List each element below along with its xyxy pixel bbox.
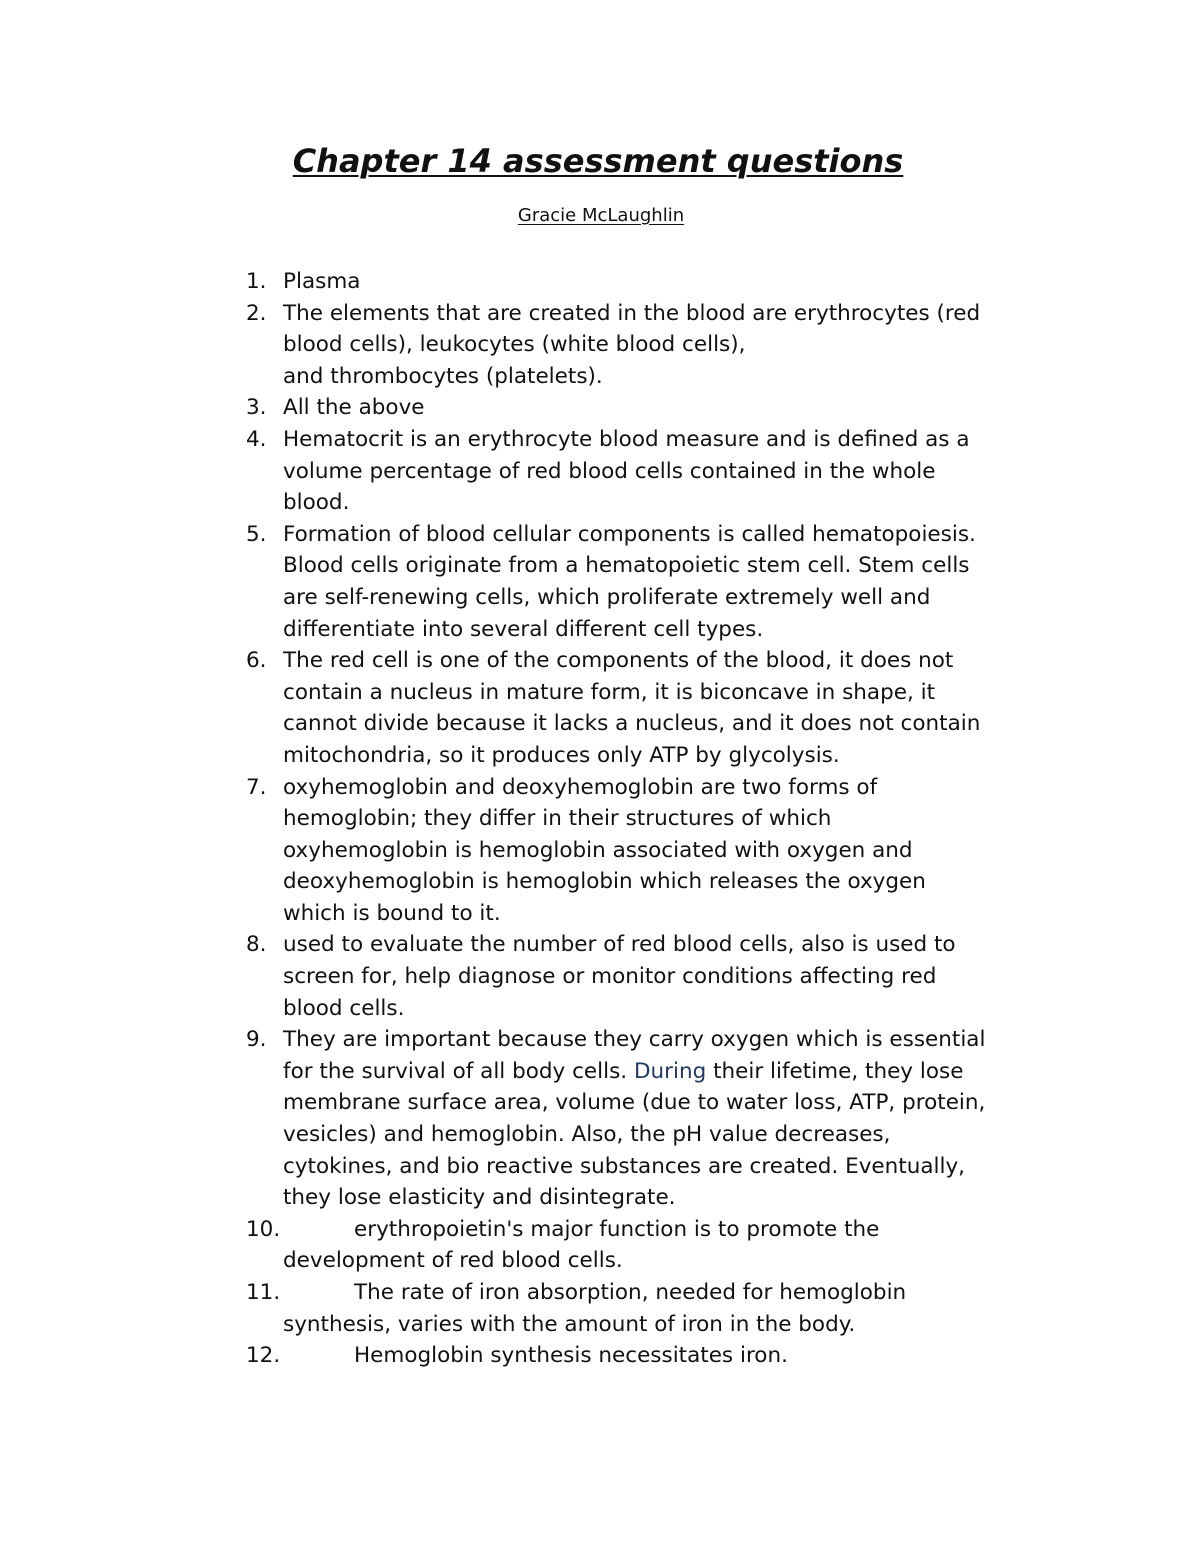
answer-text: [283, 1214, 1083, 1277]
answer-item-7: [0, 772, 1200, 930]
answer-line: are self-renewing cells, which proliferate extremely well and: [283, 584, 931, 610]
answer-text: [283, 645, 1083, 771]
answer-text: [283, 929, 1083, 1024]
document-title: Chapter 14 assessment questions: [292, 142, 904, 180]
answer-line: volume percentage of red blood cells contained in the whole: [283, 458, 936, 484]
author-name: Gracie McLaughlin: [517, 205, 685, 226]
answer-number: 2.: [246, 300, 267, 326]
answer-item-4: [0, 424, 1200, 519]
answer-number: 11.: [246, 1280, 281, 1305]
answer-line: mitochondria, so it produces only ATP by glycolysis.: [283, 742, 840, 768]
answer-item-3: [0, 392, 1200, 424]
answer-number: 6.: [246, 648, 267, 674]
answer-line: They are important because they carry oxygen which is essential: [283, 1027, 986, 1053]
answer-line: Blood cells originate from a hematopoietic stem cell. Stem cells: [283, 553, 970, 579]
answer-text: [283, 519, 1083, 645]
answer-number: 7.: [246, 774, 267, 800]
answer-line: oxyhemoglobin and deoxyhemoglobin are two forms of: [283, 774, 878, 800]
answer-line: Hematocrit is an erythrocyte blood measure and is defined as a: [283, 426, 970, 452]
answer-number: 4.: [246, 426, 267, 452]
answer-text: [283, 1277, 1083, 1340]
answer-line: erythropoietin's major function is to promote the: [354, 1216, 880, 1242]
answer-line: Formation of blood cellular components is called hematopoiesis.: [283, 521, 976, 547]
answer-line: vesicles) and hemoglobin. Also, the pH value decreases,: [283, 1122, 891, 1148]
answer-line: cytokines, and bio reactive substances are created. Eventually,: [283, 1153, 966, 1179]
answer-text: Hemoglobin synthesis necessitates iron.: [354, 1343, 788, 1369]
answer-item-2: [0, 298, 1200, 393]
answer-line: The elements that are created in the blood are erythrocytes (red: [283, 300, 981, 326]
answer-number: 9.: [246, 1027, 267, 1053]
answer-text: [283, 424, 1083, 519]
answer-number: 8.: [246, 932, 267, 958]
answer-line: blood cells.: [283, 995, 405, 1021]
answer-line: development of red blood cells.: [283, 1248, 623, 1274]
answer-line-segment: for the survival of all body cells.: [283, 1058, 634, 1084]
answer-number: 12.: [246, 1343, 281, 1369]
answer-text: [283, 1024, 1083, 1214]
answer-line: differentiate into several different cell types.: [283, 616, 764, 642]
answer-line: contain a nucleus in mature form, it is biconcave in shape, it: [283, 679, 936, 705]
answer-item-1: [0, 266, 1200, 298]
answer-item-11: [0, 1277, 1200, 1340]
answer-line: synthesis, varies with the amount of iron in the body.: [283, 1311, 856, 1337]
answer-line-segment: their lifetime, they lose: [706, 1058, 964, 1084]
highlighted-word: During: [633, 1058, 707, 1084]
answer-item-9: [0, 1024, 1200, 1214]
answer-line: hemoglobin; they differ in their structures of which: [283, 806, 832, 832]
answer-line: The rate of iron absorption, needed for hemoglobin: [354, 1280, 907, 1305]
answer-line: The red cell is one of the components of the blood, it does not: [283, 648, 954, 674]
answer-text: Plasma: [283, 269, 361, 294]
answer-item-12: [0, 1340, 1200, 1372]
answer-number: 5.: [246, 521, 267, 547]
answer-line: they lose elasticity and disintegrate.: [283, 1185, 676, 1211]
answer-line: membrane surface area, volume (due to water loss, ATP, protein,: [283, 1090, 986, 1116]
answer-item-10: [0, 1214, 1200, 1277]
answer-line: blood.: [283, 490, 350, 516]
answer-number: 10.: [246, 1216, 281, 1242]
answer-list: [0, 266, 1200, 1372]
answer-text: [283, 772, 1083, 930]
answer-line: blood cells), leukocytes (white blood cells),: [283, 332, 746, 358]
answer-line: cannot divide because it lacks a nucleus, and it does not contain: [283, 711, 981, 737]
answer-line: deoxyhemoglobin is hemoglobin which releases the oxygen: [283, 869, 926, 895]
answer-item-5: [0, 519, 1200, 645]
answer-text: [283, 298, 1083, 393]
answer-line: screen for, help diagnose or monitor conditions affecting red: [283, 964, 937, 990]
answer-line: which is bound to it.: [283, 900, 501, 926]
answer-item-8: [0, 929, 1200, 1024]
answer-number: 3.: [246, 395, 267, 421]
answer-item-6: [0, 645, 1200, 771]
answer-text: All the above: [283, 395, 425, 421]
answer-number: 1.: [246, 269, 267, 294]
answer-line: and thrombocytes (platelets).: [283, 363, 603, 389]
answer-line: oxyhemoglobin is hemoglobin associated with oxygen and: [283, 837, 913, 863]
answer-line: used to evaluate the number of red blood cells, also is used to: [283, 932, 956, 958]
